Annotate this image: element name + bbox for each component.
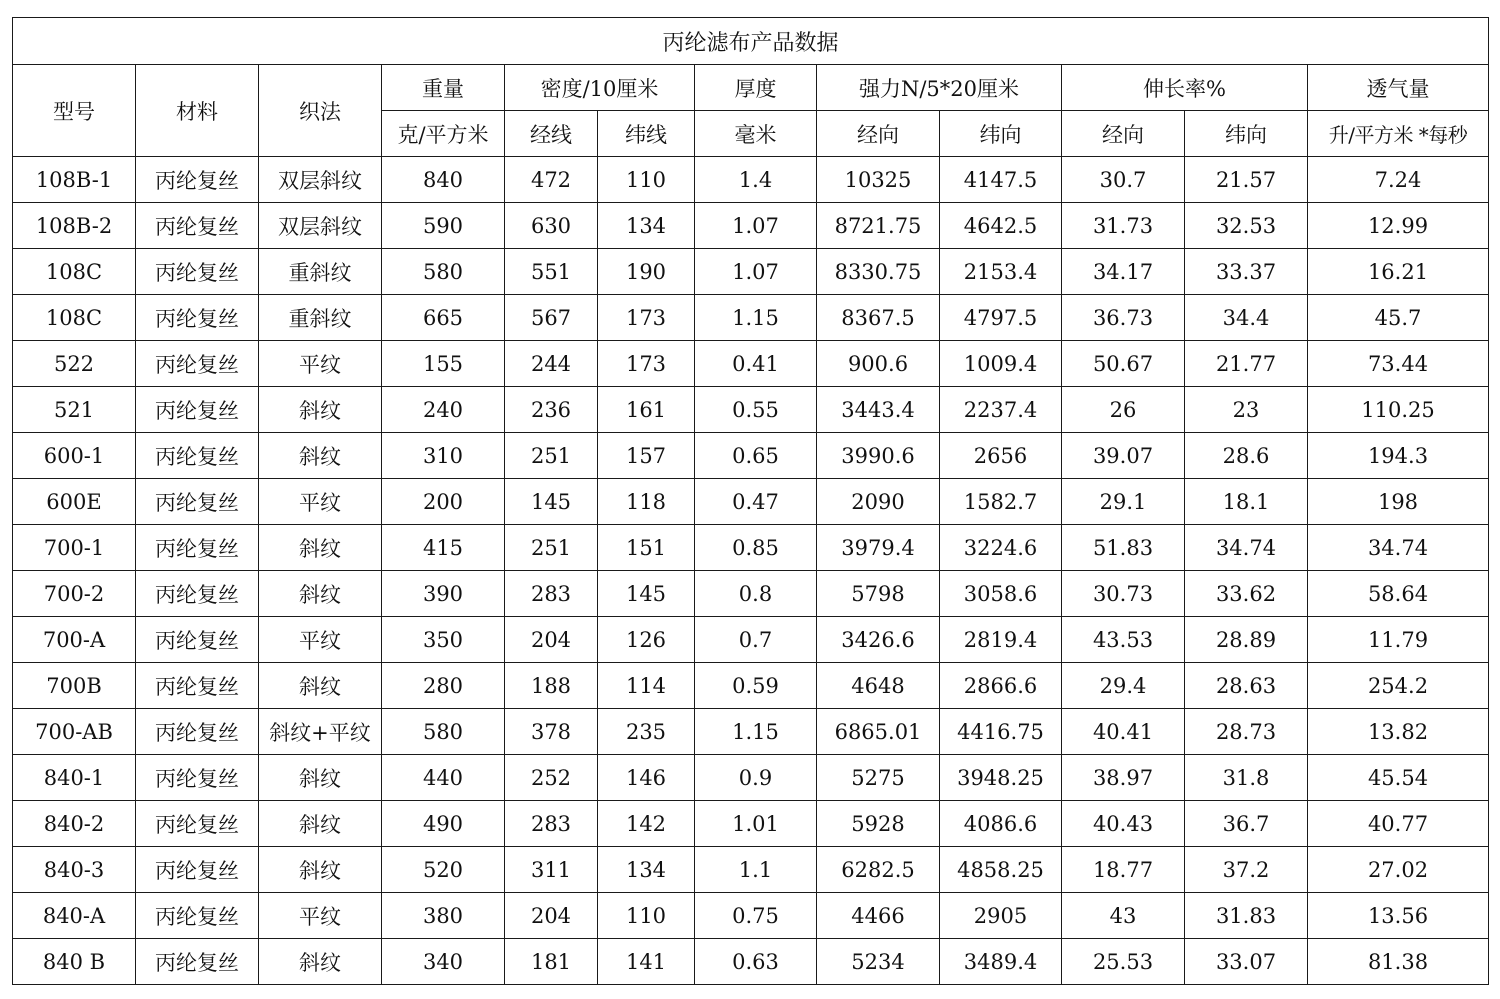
header-airflow-unit: 升/平方米 *每秒 <box>1308 111 1489 157</box>
cell-elongation-warp: 30.7 <box>1062 157 1185 203</box>
cell-weave: 重斜纹 <box>259 295 382 341</box>
cell-airflow: 198 <box>1308 479 1489 525</box>
cell-strength-warp: 10325 <box>817 157 940 203</box>
cell-density-weft: 134 <box>598 847 695 893</box>
cell-density-weft: 146 <box>598 755 695 801</box>
cell-weight: 390 <box>382 571 505 617</box>
cell-elongation-warp: 38.97 <box>1062 755 1185 801</box>
header-density-warp: 经线 <box>505 111 598 157</box>
table-row <box>13 709 1489 755</box>
cell-strength-weft: 2905 <box>940 893 1062 939</box>
cell-airflow: 7.24 <box>1308 157 1489 203</box>
cell-model: 700-A <box>13 617 136 663</box>
cell-elongation-weft: 21.57 <box>1185 157 1308 203</box>
cell-elongation-warp: 29.4 <box>1062 663 1185 709</box>
cell-strength-warp: 3443.4 <box>817 387 940 433</box>
cell-material: 丙纶复丝 <box>136 801 259 847</box>
cell-elongation-warp: 43 <box>1062 893 1185 939</box>
table-row <box>13 479 1489 525</box>
cell-model: 700-2 <box>13 571 136 617</box>
cell-strength-weft: 4858.25 <box>940 847 1062 893</box>
cell-elongation-warp: 40.43 <box>1062 801 1185 847</box>
cell-strength-weft: 4642.5 <box>940 203 1062 249</box>
cell-strength-weft: 2237.4 <box>940 387 1062 433</box>
cell-strength-weft: 1582.7 <box>940 479 1062 525</box>
cell-elongation-warp: 36.73 <box>1062 295 1185 341</box>
cell-strength-warp: 2090 <box>817 479 940 525</box>
cell-airflow: 11.79 <box>1308 617 1489 663</box>
cell-thickness: 0.8 <box>695 571 817 617</box>
cell-material: 丙纶复丝 <box>136 663 259 709</box>
cell-strength-warp: 5234 <box>817 939 940 985</box>
table-row <box>13 893 1489 939</box>
cell-weight: 490 <box>382 801 505 847</box>
product-data-table <box>12 17 1489 985</box>
cell-weave: 双层斜纹 <box>259 203 382 249</box>
cell-model: 108B-1 <box>13 157 136 203</box>
cell-density-warp: 567 <box>505 295 598 341</box>
cell-airflow: 13.82 <box>1308 709 1489 755</box>
table-row <box>13 939 1489 985</box>
cell-density-warp: 630 <box>505 203 598 249</box>
cell-elongation-warp: 30.73 <box>1062 571 1185 617</box>
cell-elongation-weft: 28.6 <box>1185 433 1308 479</box>
cell-thickness: 0.55 <box>695 387 817 433</box>
cell-material: 丙纶复丝 <box>136 847 259 893</box>
cell-thickness: 0.41 <box>695 341 817 387</box>
cell-model: 840 B <box>13 939 136 985</box>
cell-density-warp: 188 <box>505 663 598 709</box>
cell-material: 丙纶复丝 <box>136 893 259 939</box>
cell-weight: 380 <box>382 893 505 939</box>
cell-elongation-warp: 50.67 <box>1062 341 1185 387</box>
cell-airflow: 73.44 <box>1308 341 1489 387</box>
cell-weave: 斜纹 <box>259 801 382 847</box>
header-airflow: 透气量 <box>1308 65 1489 111</box>
cell-model: 840-1 <box>13 755 136 801</box>
cell-airflow: 16.21 <box>1308 249 1489 295</box>
cell-material: 丙纶复丝 <box>136 571 259 617</box>
cell-elongation-warp: 43.53 <box>1062 617 1185 663</box>
cell-density-warp: 244 <box>505 341 598 387</box>
cell-thickness: 1.07 <box>695 249 817 295</box>
cell-density-weft: 161 <box>598 387 695 433</box>
cell-elongation-weft: 33.62 <box>1185 571 1308 617</box>
cell-elongation-weft: 18.1 <box>1185 479 1308 525</box>
cell-elongation-weft: 28.63 <box>1185 663 1308 709</box>
cell-elongation-warp: 39.07 <box>1062 433 1185 479</box>
cell-thickness: 0.63 <box>695 939 817 985</box>
cell-strength-warp: 8367.5 <box>817 295 940 341</box>
cell-thickness: 0.9 <box>695 755 817 801</box>
header-elongation-warp: 经向 <box>1062 111 1185 157</box>
header-model: 型号 <box>13 65 136 157</box>
cell-thickness: 0.7 <box>695 617 817 663</box>
cell-weight: 155 <box>382 341 505 387</box>
cell-density-weft: 110 <box>598 157 695 203</box>
cell-model: 840-A <box>13 893 136 939</box>
cell-model: 700-AB <box>13 709 136 755</box>
header-material: 材料 <box>136 65 259 157</box>
header-strength-weft: 纬向 <box>940 111 1062 157</box>
header-strength-warp: 经向 <box>817 111 940 157</box>
cell-elongation-warp: 31.73 <box>1062 203 1185 249</box>
cell-elongation-warp: 34.17 <box>1062 249 1185 295</box>
cell-elongation-weft: 34.4 <box>1185 295 1308 341</box>
cell-elongation-warp: 29.1 <box>1062 479 1185 525</box>
cell-airflow: 40.77 <box>1308 801 1489 847</box>
cell-weave: 斜纹 <box>259 387 382 433</box>
cell-airflow: 12.99 <box>1308 203 1489 249</box>
cell-density-warp: 251 <box>505 525 598 571</box>
cell-strength-weft: 3058.6 <box>940 571 1062 617</box>
cell-model: 600-1 <box>13 433 136 479</box>
cell-strength-weft: 3224.6 <box>940 525 1062 571</box>
header-weight: 重量 <box>382 65 505 111</box>
cell-density-weft: 142 <box>598 801 695 847</box>
cell-thickness: 1.01 <box>695 801 817 847</box>
cell-model: 700-1 <box>13 525 136 571</box>
cell-density-weft: 145 <box>598 571 695 617</box>
cell-model: 108B-2 <box>13 203 136 249</box>
cell-density-warp: 551 <box>505 249 598 295</box>
cell-thickness: 1.4 <box>695 157 817 203</box>
cell-weight: 200 <box>382 479 505 525</box>
table-row <box>13 663 1489 709</box>
table-row <box>13 157 1489 203</box>
cell-density-warp: 311 <box>505 847 598 893</box>
cell-strength-warp: 3990.6 <box>817 433 940 479</box>
table-row <box>13 617 1489 663</box>
cell-weave: 斜纹 <box>259 847 382 893</box>
cell-weight: 415 <box>382 525 505 571</box>
cell-thickness: 1.07 <box>695 203 817 249</box>
cell-weight: 310 <box>382 433 505 479</box>
cell-weight: 240 <box>382 387 505 433</box>
cell-strength-weft: 2819.4 <box>940 617 1062 663</box>
cell-weave: 斜纹 <box>259 525 382 571</box>
cell-weight: 590 <box>382 203 505 249</box>
cell-strength-weft: 2656 <box>940 433 1062 479</box>
table-row <box>13 525 1489 571</box>
table-row <box>13 571 1489 617</box>
cell-density-warp: 204 <box>505 617 598 663</box>
table-row <box>13 203 1489 249</box>
cell-density-weft: 235 <box>598 709 695 755</box>
cell-strength-warp: 3426.6 <box>817 617 940 663</box>
cell-thickness: 1.1 <box>695 847 817 893</box>
cell-density-weft: 151 <box>598 525 695 571</box>
cell-weave: 斜纹 <box>259 571 382 617</box>
cell-model: 840-3 <box>13 847 136 893</box>
cell-elongation-warp: 26 <box>1062 387 1185 433</box>
cell-weave: 斜纹 <box>259 939 382 985</box>
cell-strength-weft: 4147.5 <box>940 157 1062 203</box>
cell-strength-warp: 900.6 <box>817 341 940 387</box>
cell-weave: 平纹 <box>259 479 382 525</box>
cell-weight: 280 <box>382 663 505 709</box>
cell-airflow: 194.3 <box>1308 433 1489 479</box>
cell-material: 丙纶复丝 <box>136 939 259 985</box>
cell-material: 丙纶复丝 <box>136 249 259 295</box>
cell-strength-weft: 3489.4 <box>940 939 1062 985</box>
cell-weight: 350 <box>382 617 505 663</box>
cell-elongation-weft: 28.89 <box>1185 617 1308 663</box>
table-row <box>13 755 1489 801</box>
header-strength: 强力N/5*20厘米 <box>817 65 1062 111</box>
cell-thickness: 1.15 <box>695 295 817 341</box>
cell-weight: 840 <box>382 157 505 203</box>
cell-material: 丙纶复丝 <box>136 617 259 663</box>
cell-thickness: 0.65 <box>695 433 817 479</box>
cell-thickness: 0.75 <box>695 893 817 939</box>
cell-density-weft: 173 <box>598 295 695 341</box>
cell-density-weft: 126 <box>598 617 695 663</box>
cell-elongation-warp: 18.77 <box>1062 847 1185 893</box>
cell-strength-warp: 6865.01 <box>817 709 940 755</box>
cell-airflow: 45.7 <box>1308 295 1489 341</box>
cell-elongation-weft: 31.8 <box>1185 755 1308 801</box>
cell-elongation-warp: 51.83 <box>1062 525 1185 571</box>
cell-weave: 平纹 <box>259 341 382 387</box>
cell-strength-warp: 5275 <box>817 755 940 801</box>
table-row <box>13 387 1489 433</box>
cell-density-weft: 141 <box>598 939 695 985</box>
header-thickness: 厚度 <box>695 65 817 111</box>
cell-elongation-weft: 33.37 <box>1185 249 1308 295</box>
cell-elongation-weft: 36.7 <box>1185 801 1308 847</box>
cell-weight: 580 <box>382 249 505 295</box>
cell-airflow: 110.25 <box>1308 387 1489 433</box>
cell-density-weft: 114 <box>598 663 695 709</box>
header-weave: 织法 <box>259 65 382 157</box>
cell-strength-weft: 4416.75 <box>940 709 1062 755</box>
table-body <box>13 157 1489 985</box>
cell-airflow: 45.54 <box>1308 755 1489 801</box>
cell-density-weft: 173 <box>598 341 695 387</box>
cell-airflow: 27.02 <box>1308 847 1489 893</box>
cell-density-weft: 134 <box>598 203 695 249</box>
cell-strength-warp: 5798 <box>817 571 940 617</box>
table-row <box>13 295 1489 341</box>
cell-thickness: 0.47 <box>695 479 817 525</box>
cell-strength-warp: 8330.75 <box>817 249 940 295</box>
table-row <box>13 249 1489 295</box>
table-row <box>13 847 1489 893</box>
cell-model: 521 <box>13 387 136 433</box>
cell-density-warp: 236 <box>505 387 598 433</box>
cell-airflow: 254.2 <box>1308 663 1489 709</box>
cell-material: 丙纶复丝 <box>136 709 259 755</box>
cell-weave: 双层斜纹 <box>259 157 382 203</box>
cell-elongation-warp: 25.53 <box>1062 939 1185 985</box>
cell-strength-weft: 3948.25 <box>940 755 1062 801</box>
cell-density-weft: 157 <box>598 433 695 479</box>
cell-strength-warp: 6282.5 <box>817 847 940 893</box>
cell-thickness: 0.85 <box>695 525 817 571</box>
cell-density-weft: 190 <box>598 249 695 295</box>
cell-elongation-weft: 37.2 <box>1185 847 1308 893</box>
cell-airflow: 81.38 <box>1308 939 1489 985</box>
header-density: 密度/10厘米 <box>505 65 695 111</box>
cell-airflow: 34.74 <box>1308 525 1489 571</box>
cell-weave: 平纹 <box>259 893 382 939</box>
table-row <box>13 433 1489 479</box>
cell-airflow: 13.56 <box>1308 893 1489 939</box>
cell-material: 丙纶复丝 <box>136 525 259 571</box>
cell-weave: 重斜纹 <box>259 249 382 295</box>
cell-elongation-weft: 21.77 <box>1185 341 1308 387</box>
cell-density-weft: 118 <box>598 479 695 525</box>
cell-weave: 斜纹+平纹 <box>259 709 382 755</box>
cell-strength-weft: 4797.5 <box>940 295 1062 341</box>
cell-material: 丙纶复丝 <box>136 479 259 525</box>
cell-material: 丙纶复丝 <box>136 295 259 341</box>
cell-weave: 斜纹 <box>259 663 382 709</box>
cell-thickness: 0.59 <box>695 663 817 709</box>
cell-density-warp: 283 <box>505 571 598 617</box>
cell-density-warp: 252 <box>505 755 598 801</box>
cell-weight: 580 <box>382 709 505 755</box>
header-elongation-weft: 纬向 <box>1185 111 1308 157</box>
cell-material: 丙纶复丝 <box>136 755 259 801</box>
header-thickness-unit: 毫米 <box>695 111 817 157</box>
header-weight-unit: 克/平方米 <box>382 111 505 157</box>
cell-model: 700B <box>13 663 136 709</box>
table-title: 丙纶滤布产品数据 <box>13 18 1489 65</box>
cell-density-warp: 204 <box>505 893 598 939</box>
cell-strength-warp: 4466 <box>817 893 940 939</box>
cell-model: 108C <box>13 295 136 341</box>
cell-thickness: 1.15 <box>695 709 817 755</box>
cell-strength-warp: 5928 <box>817 801 940 847</box>
cell-strength-warp: 8721.75 <box>817 203 940 249</box>
cell-weight: 665 <box>382 295 505 341</box>
cell-density-warp: 472 <box>505 157 598 203</box>
cell-material: 丙纶复丝 <box>136 433 259 479</box>
cell-elongation-weft: 23 <box>1185 387 1308 433</box>
cell-model: 108C <box>13 249 136 295</box>
cell-material: 丙纶复丝 <box>136 387 259 433</box>
cell-model: 840-2 <box>13 801 136 847</box>
cell-material: 丙纶复丝 <box>136 203 259 249</box>
cell-elongation-weft: 31.83 <box>1185 893 1308 939</box>
cell-strength-warp: 4648 <box>817 663 940 709</box>
header-density-weft: 纬线 <box>598 111 695 157</box>
cell-elongation-weft: 32.53 <box>1185 203 1308 249</box>
cell-density-warp: 181 <box>505 939 598 985</box>
cell-weave: 斜纹 <box>259 755 382 801</box>
cell-material: 丙纶复丝 <box>136 157 259 203</box>
table-row <box>13 801 1489 847</box>
cell-strength-warp: 3979.4 <box>817 525 940 571</box>
cell-weight: 340 <box>382 939 505 985</box>
cell-model: 522 <box>13 341 136 387</box>
header-elongation: 伸长率% <box>1062 65 1308 111</box>
cell-weight: 520 <box>382 847 505 893</box>
cell-elongation-weft: 33.07 <box>1185 939 1308 985</box>
cell-strength-weft: 1009.4 <box>940 341 1062 387</box>
cell-density-warp: 145 <box>505 479 598 525</box>
table-row <box>13 341 1489 387</box>
cell-density-warp: 378 <box>505 709 598 755</box>
cell-strength-weft: 2866.6 <box>940 663 1062 709</box>
cell-weave: 平纹 <box>259 617 382 663</box>
cell-airflow: 58.64 <box>1308 571 1489 617</box>
cell-density-weft: 110 <box>598 893 695 939</box>
cell-density-warp: 283 <box>505 801 598 847</box>
cell-strength-weft: 4086.6 <box>940 801 1062 847</box>
cell-model: 600E <box>13 479 136 525</box>
cell-density-warp: 251 <box>505 433 598 479</box>
cell-material: 丙纶复丝 <box>136 341 259 387</box>
cell-weight: 440 <box>382 755 505 801</box>
cell-strength-weft: 2153.4 <box>940 249 1062 295</box>
cell-elongation-warp: 40.41 <box>1062 709 1185 755</box>
cell-elongation-weft: 34.74 <box>1185 525 1308 571</box>
cell-weave: 斜纹 <box>259 433 382 479</box>
cell-elongation-weft: 28.73 <box>1185 709 1308 755</box>
